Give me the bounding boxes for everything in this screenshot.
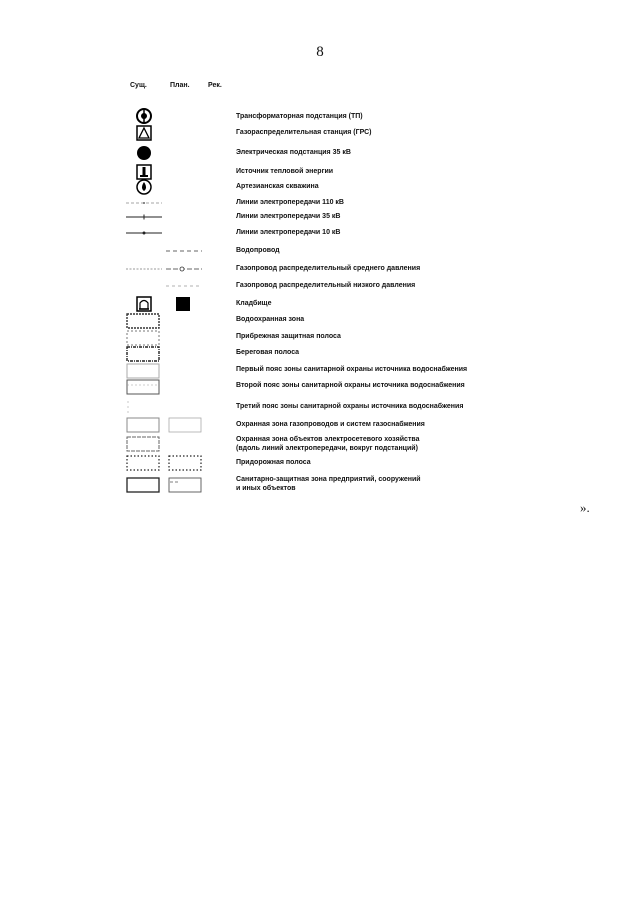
legend-row-electrical-substation — [0, 145, 640, 161]
legend-row-transformer-substation — [0, 108, 640, 124]
zone-roadside-planned-symbol — [168, 455, 202, 471]
legend-label: Водоохранная зона — [236, 316, 305, 323]
legend-label: Трансформаторная подстанция (ТП) — [236, 113, 363, 120]
legend-label: Первый пояс зоны санитарной охраны источника водоснабжения — [236, 366, 468, 373]
cemetery-icon — [136, 296, 152, 312]
legend-label: Второй пояс зоны санитарной охраны источника водоснабжения — [236, 382, 465, 389]
legend-label: Линии электропередачи 35 кВ — [236, 213, 341, 220]
legend-label: Придорожная полоса — [236, 459, 311, 466]
zone-gas-protection-planned-symbol — [168, 417, 202, 433]
zone-power-grid-symbol — [126, 436, 160, 452]
zone-sanitary-3-symbol — [126, 399, 160, 415]
zone-water-protection-symbol — [126, 313, 160, 329]
cemetery-planned-icon — [176, 297, 190, 311]
filled-circle-icon — [136, 145, 152, 161]
legend-label: Газопровод распределительный низкого давления — [236, 282, 416, 289]
legend-label: Санитарно-защитная зона предприятий, сооружений и иных объектов — [236, 476, 421, 492]
legend-row-power-line-10 — [0, 227, 640, 243]
legend-row-roadside-strip — [0, 455, 640, 471]
legend-label: Охранная зона объектов электросетевого хозяйства (вдоль линий электропередачи, вокруг подстанций) — [236, 436, 420, 452]
legend-row-cemetery — [0, 296, 640, 312]
triangle-icon — [136, 125, 152, 141]
zone-sanitary-2-symbol — [126, 379, 160, 395]
zone-roadside-existing-symbol — [126, 455, 160, 471]
legend-label: Третий пояс зоны санитарной охраны источника водоснабжения — [236, 403, 464, 410]
legend-label: Линии электропередачи 110 кВ — [236, 199, 344, 206]
legend-row-power-grid-protection-zone — [0, 435, 640, 455]
zone-sanitary-1-symbol — [126, 363, 160, 379]
legend-row-shore-strip — [0, 346, 640, 362]
legend-row-sanitary-zone-1 — [0, 363, 640, 379]
column-header-planned: План. — [170, 82, 190, 89]
zone-shore-strip-symbol — [126, 346, 160, 362]
zone-sanitary-enterprise-planned-symbol — [168, 477, 202, 493]
legend-label: Охранная зона газопроводов и систем газоснабжения — [236, 421, 425, 428]
legend-row-water-protection-zone — [0, 313, 640, 329]
zone-gas-protection-existing-symbol — [126, 417, 160, 433]
column-header-reconstructed: Рек. — [208, 82, 222, 89]
page-number: 8 — [316, 44, 324, 60]
chimney-icon — [136, 164, 152, 180]
legend-label: Береговая полоса — [236, 349, 300, 356]
legend-label: Газопровод распределительный среднего давления — [236, 265, 421, 272]
water-drop-icon — [136, 179, 152, 195]
legend-row-gas-pipeline-low — [0, 280, 640, 296]
zone-coastal-strip-symbol — [126, 330, 160, 346]
legend-row-gas-distribution-station — [0, 125, 640, 141]
power-line-110-symbol — [126, 200, 162, 206]
legend-label: Электрическая подстанция 35 кВ — [236, 149, 351, 156]
legend-row-sanitary-zone-2 — [0, 379, 640, 395]
legend-row-sanitary-zone-3 — [0, 399, 640, 415]
legend-label: Прибрежная защитная полоса — [236, 333, 341, 340]
power-line-35-symbol — [126, 214, 162, 220]
zone-sanitary-enterprise-existing-symbol — [126, 477, 160, 493]
legend-label: Линии электропередачи 10 кВ — [236, 229, 341, 236]
legend-label: Газораспределительная станция (ГРС) — [236, 129, 372, 136]
legend-row-artesian-well — [0, 179, 640, 195]
legend-row-gas-pipeline-medium — [0, 263, 640, 279]
legend-label: Артезианская скважина — [236, 183, 319, 190]
legend-row-sanitary-protection-enterprises — [0, 475, 640, 495]
legend-row-power-line-35 — [0, 211, 640, 227]
legend-row-water-pipeline — [0, 245, 640, 261]
legend-label: Кладбище — [236, 300, 272, 307]
legend-label: Источник тепловой энергии — [236, 168, 334, 175]
gas-pipeline-medium-planned-symbol — [166, 266, 202, 272]
legend-label: Водопровод — [236, 247, 280, 254]
gas-pipeline-medium-existing-symbol — [126, 266, 162, 272]
legend-row-coastal-protective-strip — [0, 330, 640, 346]
water-pipeline-planned-symbol — [166, 248, 202, 254]
transformer-substation-icon — [136, 108, 152, 124]
legend-row-heat-source — [0, 164, 640, 180]
closing-quote: ». — [580, 500, 590, 515]
legend-row-gas-protection-zone — [0, 417, 640, 433]
gas-pipeline-low-planned-symbol — [166, 283, 202, 289]
column-header-existing: Сущ. — [130, 82, 147, 89]
power-line-10-symbol — [126, 230, 162, 236]
